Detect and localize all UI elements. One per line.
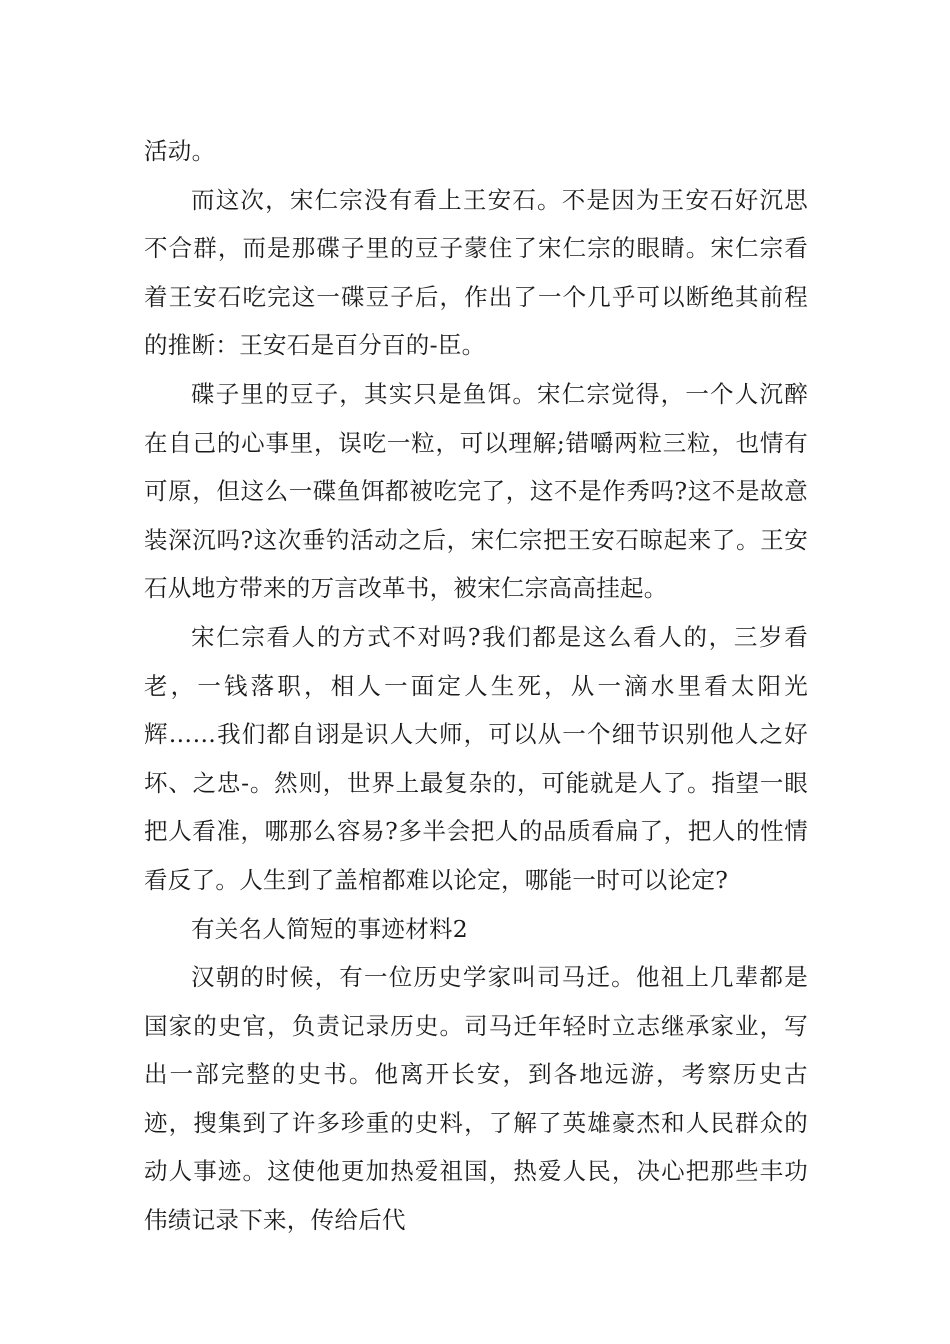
document-body [144,127,808,1245]
paragraph-wang-anshi-rejected: 而这次，宋仁宗没有看上王安石。不是因为王安石好沉思不合群，而是那碟子里的豆子蒙住了宋仁宗的眼睛。宋仁宗看着王安石吃完这一碟豆子后，作出了一个几乎可以断绝其前程的推断：王安石是百分百的-臣。 [144,185,808,360]
paragraph-continuation: 活动。 [144,137,216,165]
paragraph-bait: 碟子里的豆子，其实只是鱼饵。宋仁宗觉得，一个人沉醉在自己的心事里，误吃一粒，可以理解;错嚼两粒三粒，也情有可原，但这么一碟鱼饵都被吃完了，这不是作秀吗?这不是故意装深沉吗?这次垂钓活动之后，宋仁宗把王安石晾起来了。王安石从地方带来的万言改革书，被宋仁宗高高挂起。 [144,379,808,603]
paragraph-judging-people: 宋仁宗看人的方式不对吗?我们都是这么看人的，三岁看老，一钱落职，相人一面定人生死，从一滴水里看太阳光辉……我们都自诩是识人大师，可以从一个细节识别他人之好坏、之忠-。然则，世界上最复杂的，可能就是人了。指望一眼把人看准，哪那么容易?多半会把人的品质看扁了，把人的性情看反了。人生到了盖棺都难以论定，哪能一时可以论定? [144,622,808,894]
paragraph-sima-qian: 汉朝的时候，有一位历史学家叫司马迁。他祖上几辈都是国家的史官，负责记录历史。司马迁年轻时立志继承家业，写出一部完整的史书。他离开长安，到各地远游，考察历史古迹，搜集到了许多珍重的史料，了解了英雄豪杰和人民群众的动人事迹。这使他更加热爱祖国，热爱人民，决心把那些丰功伟绩记录下来，传给后代 [144,963,808,1235]
section-heading: 有关名人简短的事迹材料2 [191,914,469,943]
